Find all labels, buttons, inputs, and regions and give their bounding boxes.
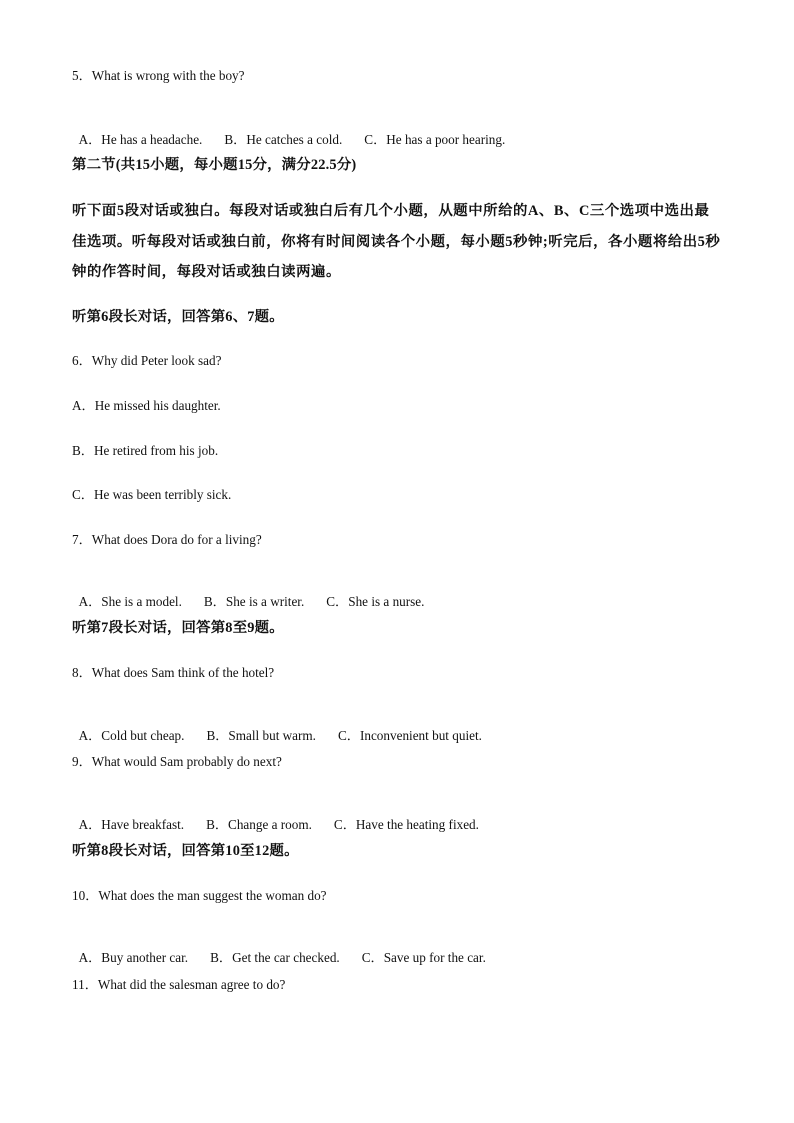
option-b: B．Get the car checked. [210,950,340,965]
question-7: 7．What does Dora do for a living? [72,532,262,547]
question-7-options [72,575,424,611]
dialog-8-header: 听第8段长对话，回答第10至12题。 [72,843,299,859]
option-c: C．She is a nurse. [326,594,425,609]
option-a: A．Cold but cheap. [78,728,185,743]
question-9: 9．What would Sam probably do next? [72,754,282,769]
option-c: C．Inconvenient but quiet. [337,728,482,743]
question-10-options [72,931,486,967]
option-b: B．He catches a cold. [224,132,343,147]
question-9-options [72,798,479,834]
option-b: B．Change a room. [206,817,312,832]
option-a: A．He has a headache. [78,132,203,147]
option-a: A．Buy another car. [78,950,189,965]
option-b: B．She is a writer. [203,594,305,609]
option-c: C．He has a poor hearing. [364,132,506,147]
option-c: C．Save up for the car. [361,950,486,965]
question-5: 5．What is wrong with the boy? [72,68,245,83]
dialog-7-header: 听第7段长对话，回答第8至9题。 [72,620,284,636]
question-8-options [72,709,482,745]
section-2-instructions: 听下面5段对话或独白。每段对话或独白后有几个小题，从题中所给的A、B、C三个选项中选出最佳选项。听每段对话或独白前，你将有时间阅读各个小题，每小题5秒钟;听完后，各小题将给出5秒钟的作答时间，每段对话或独白读两遍。 [72,203,721,280]
option-c: C．Have the heating fixed. [333,817,479,832]
question-11: 11．What did the salesman agree to do? [72,977,286,992]
section-2-title: 第二节(共15小题，每小题15分，满分22.5分) [72,157,357,173]
dialog-6-header: 听第6段长对话，回答第6、7题。 [72,309,284,325]
question-5-options [72,113,505,149]
option-a: A．Have breakfast. [78,817,185,832]
option-a: A．She is a model. [78,594,182,609]
question-8: 8．What does Sam think of the hotel? [72,665,275,680]
question-6-option-a: A．He missed his daughter. [72,398,221,413]
option-b: B．Small but warm. [206,728,316,743]
question-10: 10．What does the man suggest the woman do? [72,888,327,903]
question-6-option-b: B．He retired from his job. [72,443,219,458]
question-6-option-c: C．He was been terribly sick. [72,487,232,502]
question-6: 6．Why did Peter look sad? [72,353,222,368]
